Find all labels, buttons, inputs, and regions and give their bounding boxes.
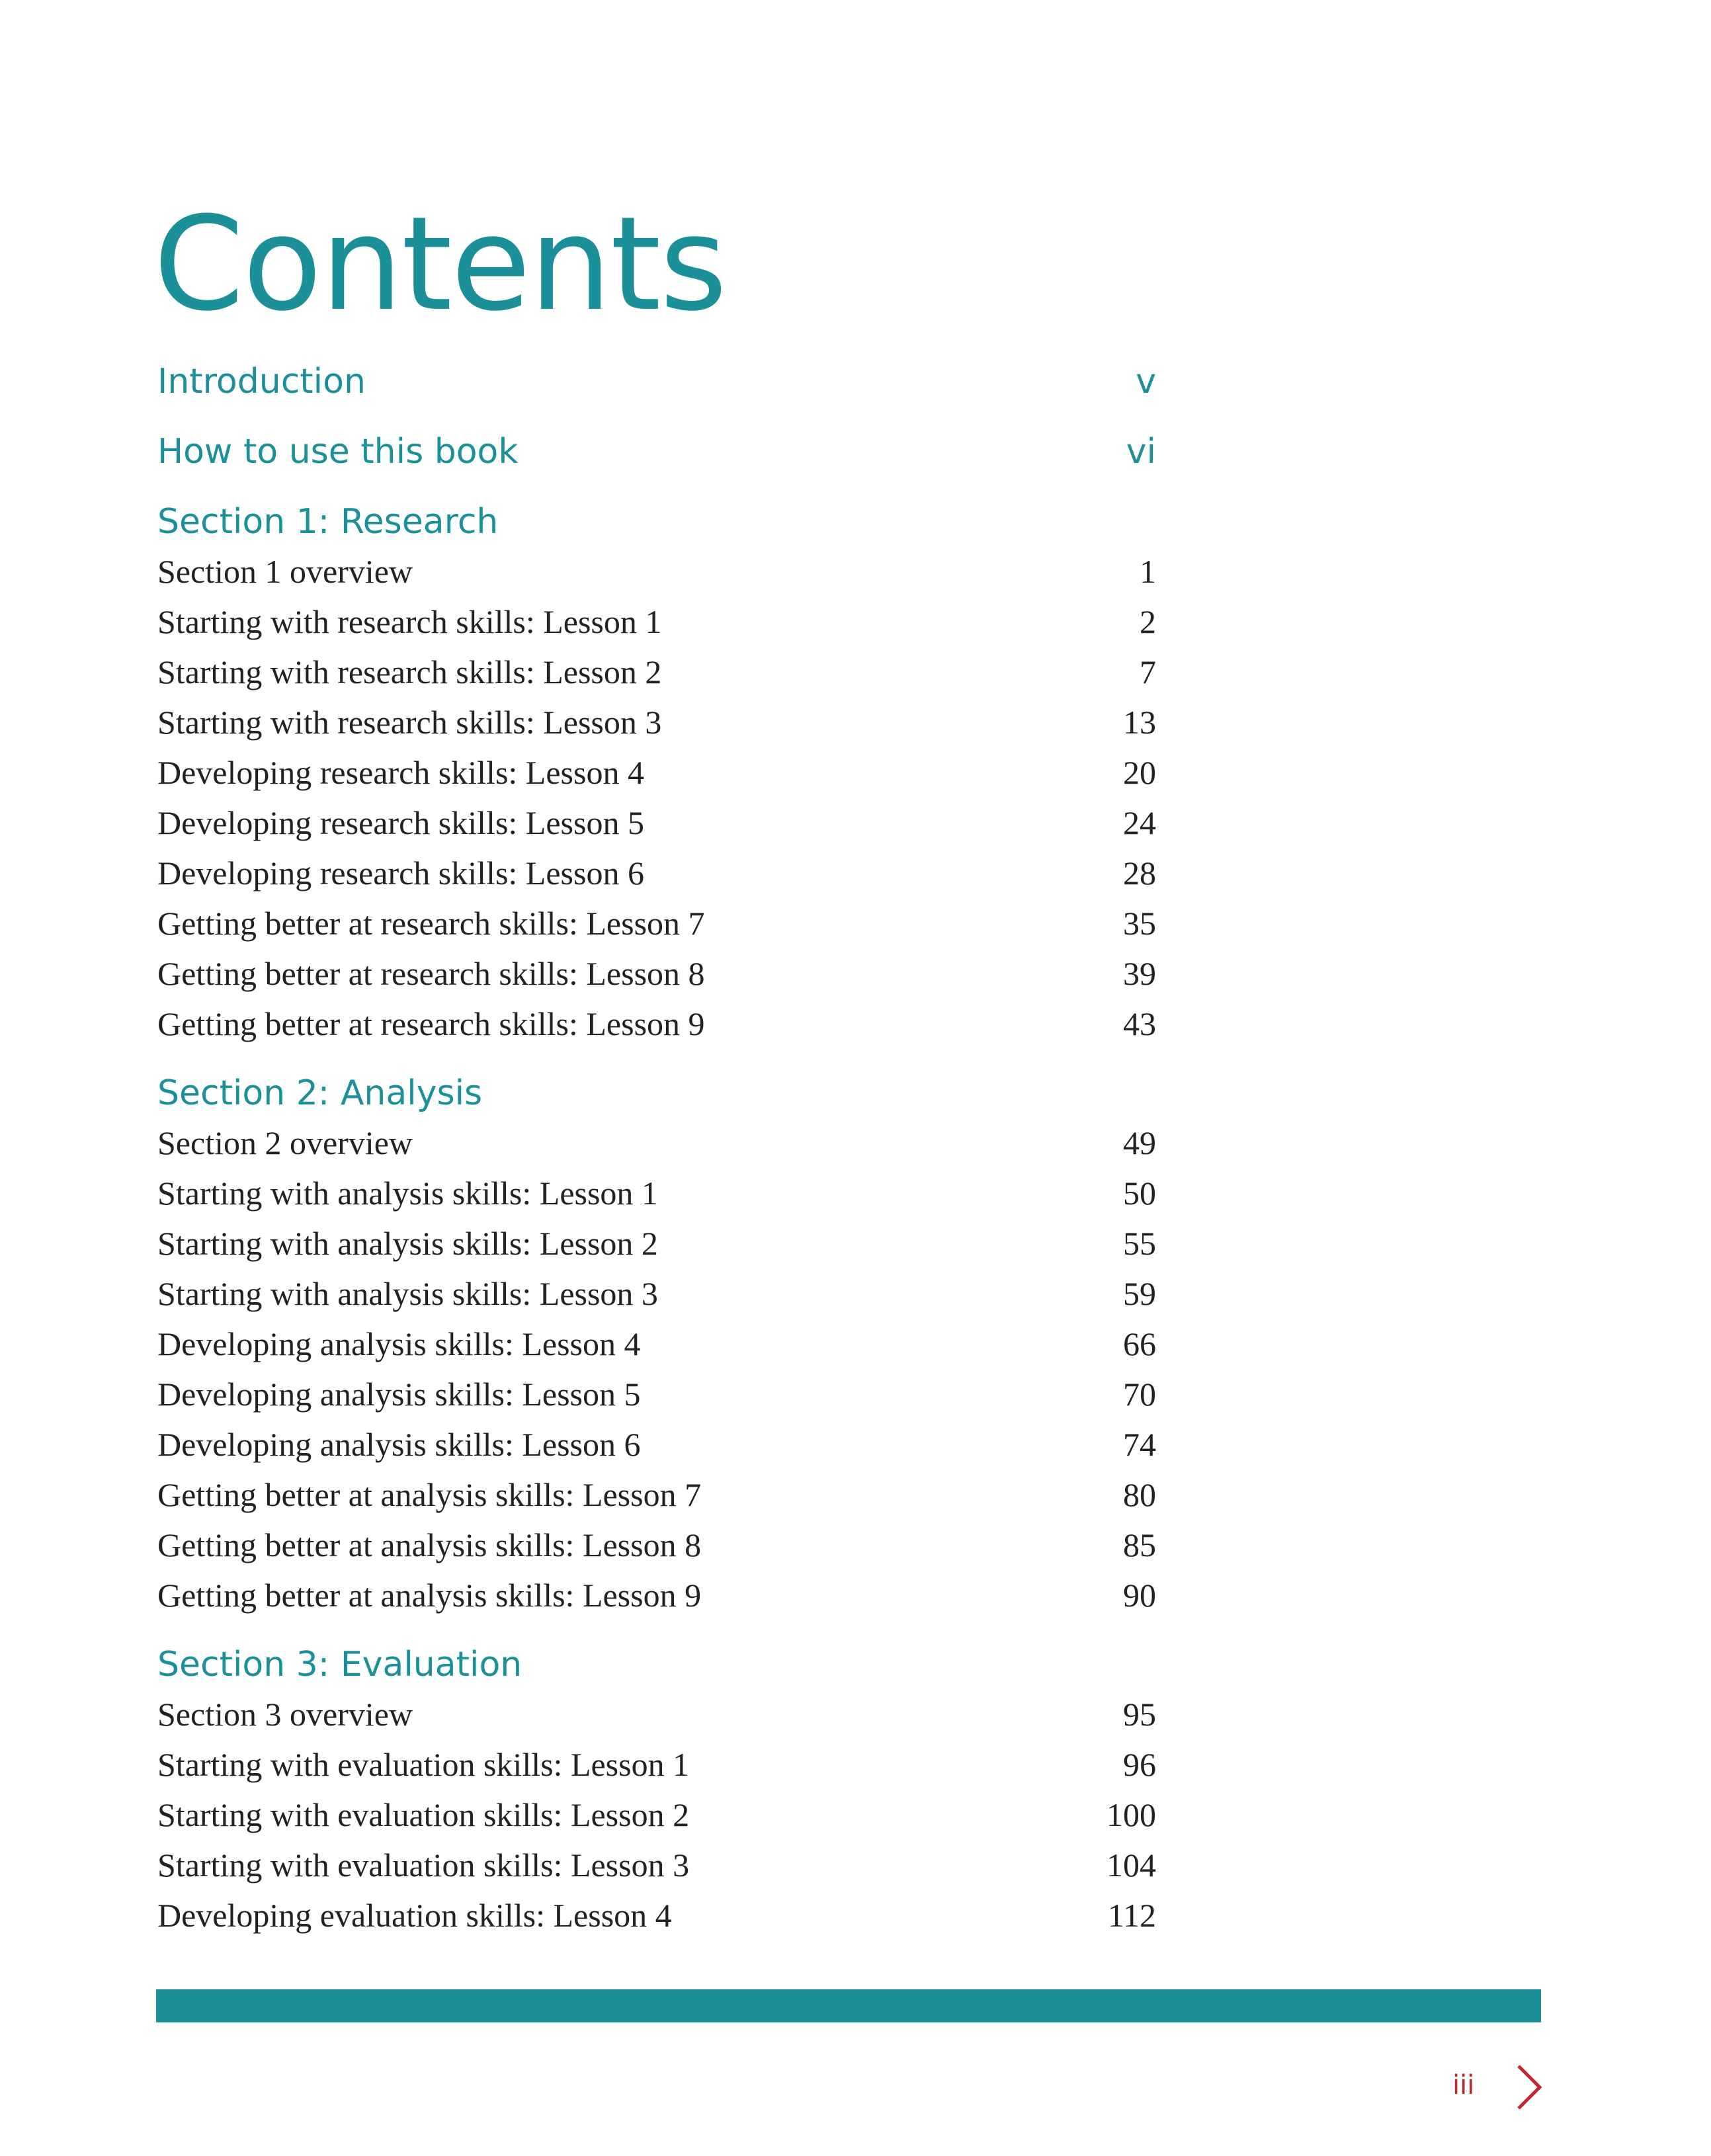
toc-entry-page: 112 xyxy=(1107,1897,1156,1934)
toc-entry-page: 59 xyxy=(1123,1275,1156,1312)
toc-entry[interactable] xyxy=(157,597,1156,647)
toc-entry-how-to-use[interactable] xyxy=(157,427,1156,497)
toc-entry-page: v xyxy=(1136,362,1156,401)
toc-entry-page: 20 xyxy=(1123,754,1156,791)
toc-entry-label: Getting better at research skills: Lesson 7 xyxy=(157,905,705,942)
toc-entry[interactable] xyxy=(157,1570,1156,1620)
toc-entry-page: 74 xyxy=(1123,1426,1156,1463)
toc-entry-label: Developing analysis skills: Lesson 5 xyxy=(157,1376,641,1413)
toc-entry-label: Developing research skills: Lesson 5 xyxy=(157,804,644,841)
toc-entry[interactable] xyxy=(157,898,1156,948)
toc-entry-page: 28 xyxy=(1123,854,1156,891)
toc-entry-label: Starting with evaluation skills: Lesson 2 xyxy=(157,1796,690,1833)
toc-entry[interactable] xyxy=(157,1369,1156,1419)
section-heading[interactable]: Section 2: Analysis xyxy=(157,1073,483,1113)
toc-entry-label: Starting with research skills: Lesson 2 xyxy=(157,653,662,690)
toc-section xyxy=(157,1640,1156,1940)
toc-section xyxy=(157,497,1156,1049)
toc-entry[interactable] xyxy=(157,697,1156,747)
toc-entry[interactable] xyxy=(157,999,1156,1049)
toc-entry-page: 50 xyxy=(1123,1175,1156,1212)
toc-entry[interactable] xyxy=(157,948,1156,999)
toc-entry-label: Starting with research skills: Lesson 1 xyxy=(157,603,662,640)
toc-entry[interactable] xyxy=(157,1520,1156,1570)
toc-entry-page: 66 xyxy=(1123,1325,1156,1362)
toc-entry-label: Getting better at analysis skills: Lesson 8 xyxy=(157,1526,702,1563)
section-heading[interactable]: Section 3: Evaluation xyxy=(157,1645,522,1684)
toc-entry-label: Section 3 overview xyxy=(157,1696,413,1733)
toc-entry[interactable] xyxy=(157,647,1156,697)
toc-entry-page: 55 xyxy=(1123,1225,1156,1262)
toc-entry-label: Developing analysis skills: Lesson 6 xyxy=(157,1426,641,1463)
toc-entry-label: Starting with research skills: Lesson 3 xyxy=(157,704,662,741)
toc-entry[interactable] xyxy=(157,1218,1156,1268)
toc-entry-label: Developing research skills: Lesson 4 xyxy=(157,754,644,791)
table-of-contents xyxy=(157,357,1156,1960)
toc-entry-label: Starting with analysis skills: Lesson 2 xyxy=(157,1225,658,1262)
toc-entry-page: 104 xyxy=(1106,1846,1156,1884)
toc-entry-label: Developing research skills: Lesson 6 xyxy=(157,854,644,891)
toc-entry-page: 2 xyxy=(1140,603,1156,640)
toc-entry[interactable] xyxy=(157,1689,1156,1739)
toc-entry[interactable] xyxy=(157,1419,1156,1470)
toc-entry[interactable] xyxy=(157,1118,1156,1168)
toc-entry-page: 43 xyxy=(1123,1005,1156,1042)
toc-entry[interactable] xyxy=(157,1168,1156,1218)
page-title: Contents xyxy=(153,189,726,340)
toc-entry[interactable] xyxy=(157,1470,1156,1520)
toc-entry-label: How to use this book xyxy=(157,432,519,472)
toc-entry-page: vi xyxy=(1126,432,1156,472)
toc-entry-label: Starting with evaluation skills: Lesson 3 xyxy=(157,1846,690,1884)
toc-entry[interactable] xyxy=(157,546,1156,597)
toc-entry-page: 35 xyxy=(1123,905,1156,942)
toc-entry-label: Starting with analysis skills: Lesson 1 xyxy=(157,1175,658,1212)
section-heading[interactable]: Section 1: Research xyxy=(157,502,499,542)
toc-entry-page: 80 xyxy=(1123,1476,1156,1513)
toc-entry[interactable] xyxy=(157,848,1156,898)
toc-entry-page: 85 xyxy=(1123,1526,1156,1563)
toc-entry-label: Section 1 overview xyxy=(157,553,413,590)
toc-entry[interactable] xyxy=(157,1840,1156,1890)
toc-entry-page: 70 xyxy=(1123,1376,1156,1413)
toc-entry-page: 39 xyxy=(1123,955,1156,992)
toc-entry-label: Introduction xyxy=(157,362,366,401)
toc-entry-label: Section 2 overview xyxy=(157,1124,413,1161)
toc-entry-page: 90 xyxy=(1123,1577,1156,1614)
toc-entry-label: Developing evaluation skills: Lesson 4 xyxy=(157,1897,672,1934)
toc-entry-introduction[interactable] xyxy=(157,357,1156,427)
toc-entry-page: 13 xyxy=(1123,704,1156,741)
toc-entry[interactable] xyxy=(157,1739,1156,1790)
toc-entry-page: 49 xyxy=(1123,1124,1156,1161)
toc-entry[interactable] xyxy=(157,1268,1156,1319)
toc-sections xyxy=(157,497,1156,1940)
toc-entry-page: 1 xyxy=(1140,553,1156,590)
toc-entry-page: 96 xyxy=(1123,1746,1156,1783)
toc-entry[interactable] xyxy=(157,798,1156,848)
footer-rule xyxy=(156,1989,1541,2022)
chevron-right-icon[interactable] xyxy=(1515,2062,1544,2112)
toc-entry-page: 7 xyxy=(1140,653,1156,690)
toc-entry-label: Developing analysis skills: Lesson 4 xyxy=(157,1325,641,1362)
toc-entry-label: Getting better at analysis skills: Lesson 7 xyxy=(157,1476,702,1513)
toc-entry[interactable] xyxy=(157,1790,1156,1840)
toc-entry-page: 24 xyxy=(1123,804,1156,841)
toc-entry-label: Starting with evaluation skills: Lesson 1 xyxy=(157,1746,690,1783)
page-number: iii xyxy=(1452,2070,1475,2100)
toc-entry-label: Starting with analysis skills: Lesson 3 xyxy=(157,1275,658,1312)
toc-section xyxy=(157,1069,1156,1620)
toc-entry[interactable] xyxy=(157,1890,1156,1940)
toc-entry-page: 100 xyxy=(1106,1796,1156,1833)
toc-entry-page: 95 xyxy=(1123,1696,1156,1733)
toc-entry-label: Getting better at research skills: Lesson 8 xyxy=(157,955,705,992)
toc-entry-label: Getting better at analysis skills: Lesson 9 xyxy=(157,1577,702,1614)
toc-entry-label: Getting better at research skills: Lesson 9 xyxy=(157,1005,705,1042)
toc-entry[interactable] xyxy=(157,1319,1156,1369)
toc-entry[interactable] xyxy=(157,747,1156,798)
